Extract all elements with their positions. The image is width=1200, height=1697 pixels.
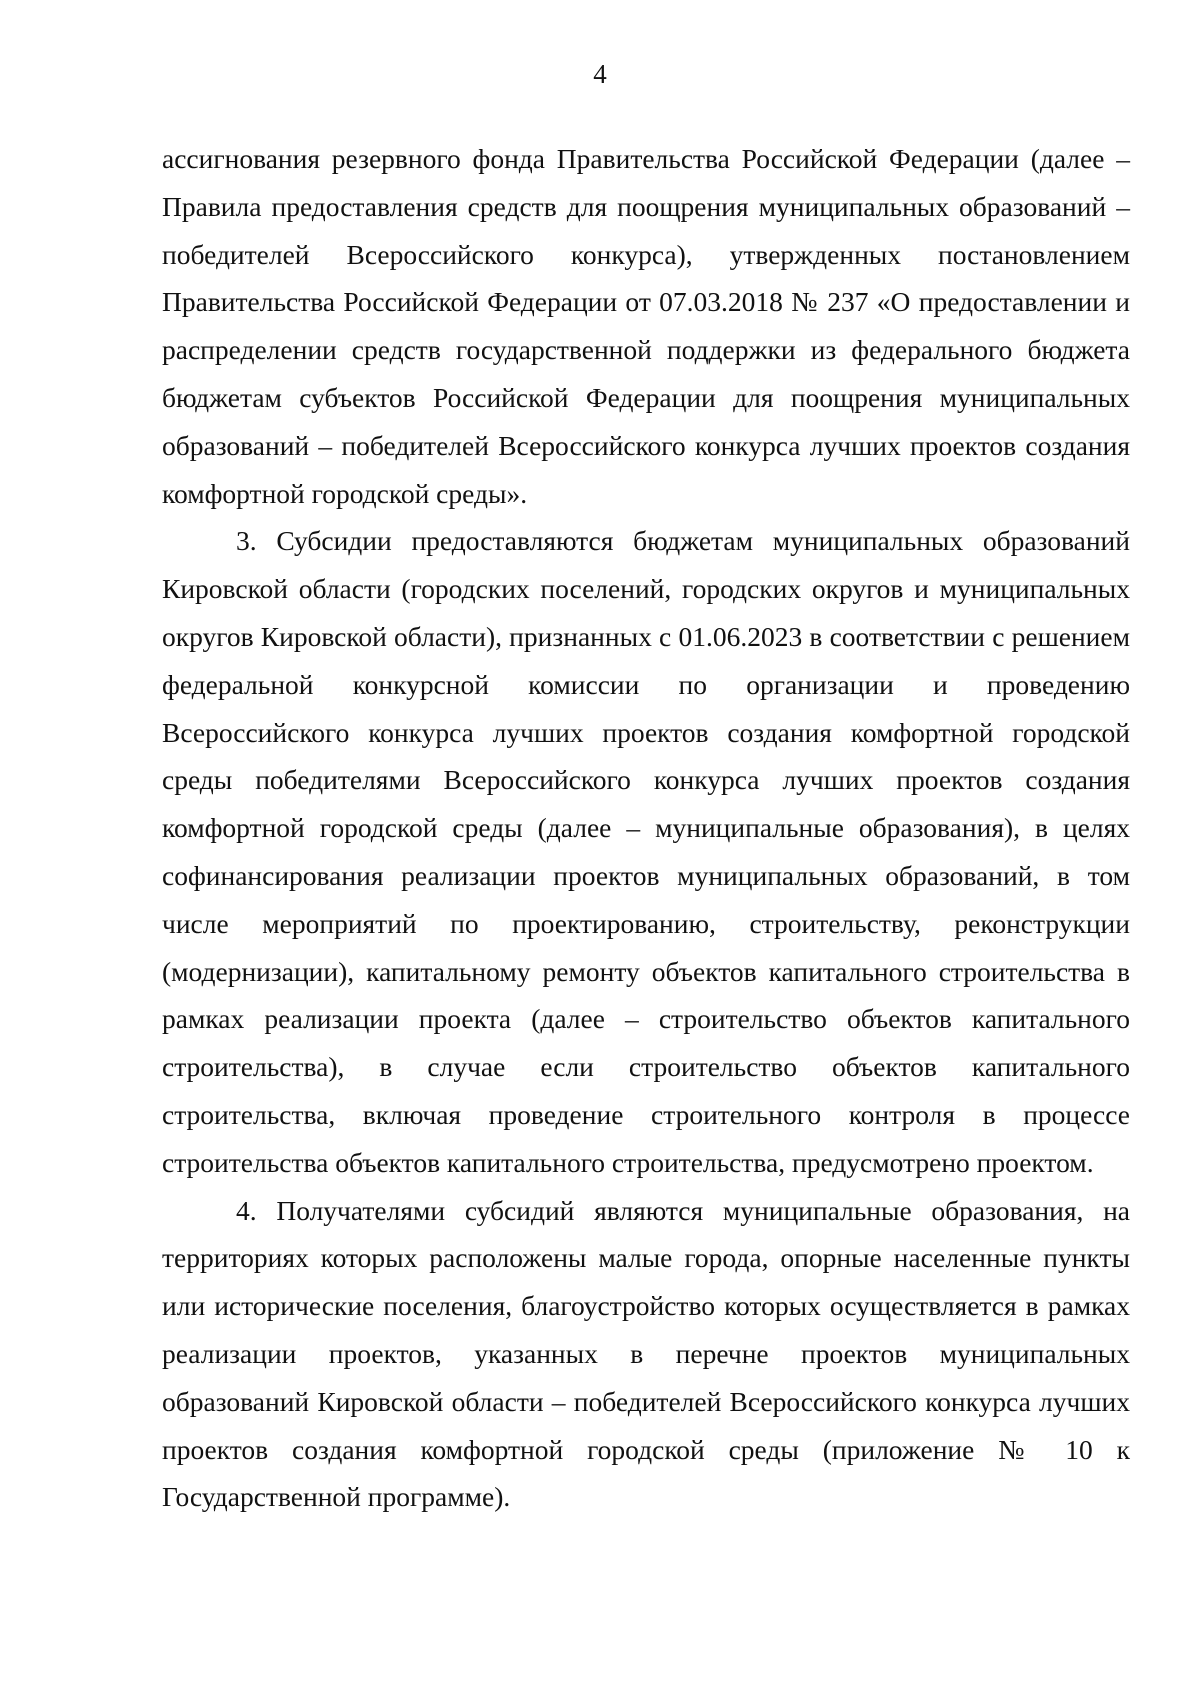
paragraph-continuation: ассигнования резервного фонда Правительства Российской Федерации (далее – Правила предоставления средств для поощрения муниципальных образований – победителей Всероссийского конкурса), утвержденных постановлением Правительства Российской Федерации от 07.03.2018 № 237 «О предоставлении и распределении средств государственной поддержки из федерального бюджета бюджетам субъектов Российской Федерации для поощрения муниципальных образований – победителей Всероссийского конкурса лучших проектов создания комфортной городской среды». bbox=[162, 143, 1130, 509]
paragraph-item-4: 4. Получателями субсидий являются муниципальные образования, на территориях которых расположены малые города, опорные населенные пункты или исторические поселения, благоустройство которых осуществляется в рамках реализации проектов, указанных в перечне проектов муниципальных образований Кировской области – победителей Всероссийского конкурса лучших проектов создания комфортной городской среды (приложение № 10 к Государственной программе). bbox=[162, 1194, 1130, 1513]
document-body bbox=[162, 135, 1130, 1521]
paragraph-item-3: 3. Субсидии предоставляются бюджетам муниципальных образований Кировской области (городских поселений, городских округов и муниципальных округов Кировской области), признанных с 01.06.2023 в соответствии с решением федеральной конкурсной комиссии по организации и проведению Всероссийского конкурса лучших проектов создания комфортной городской среды победителями Всероссийского конкурса лучших проектов создания комфортной городской среды (далее – муниципальные образования), в целях софинансирования реализации проектов муниципальных образований, в том числе мероприятий по проектированию, строительству, реконструкции (модернизации), капитальному ремонту объектов капитального строительства в рамках реализации проекта (далее – строительство объектов капитального строительства), в случае если строительство объектов капитального строительства, включая проведение строительного контроля в процессе строительства объектов капитального строительства, предусмотрено проектом. bbox=[162, 525, 1130, 1178]
page-number: 4 bbox=[593, 59, 607, 89]
